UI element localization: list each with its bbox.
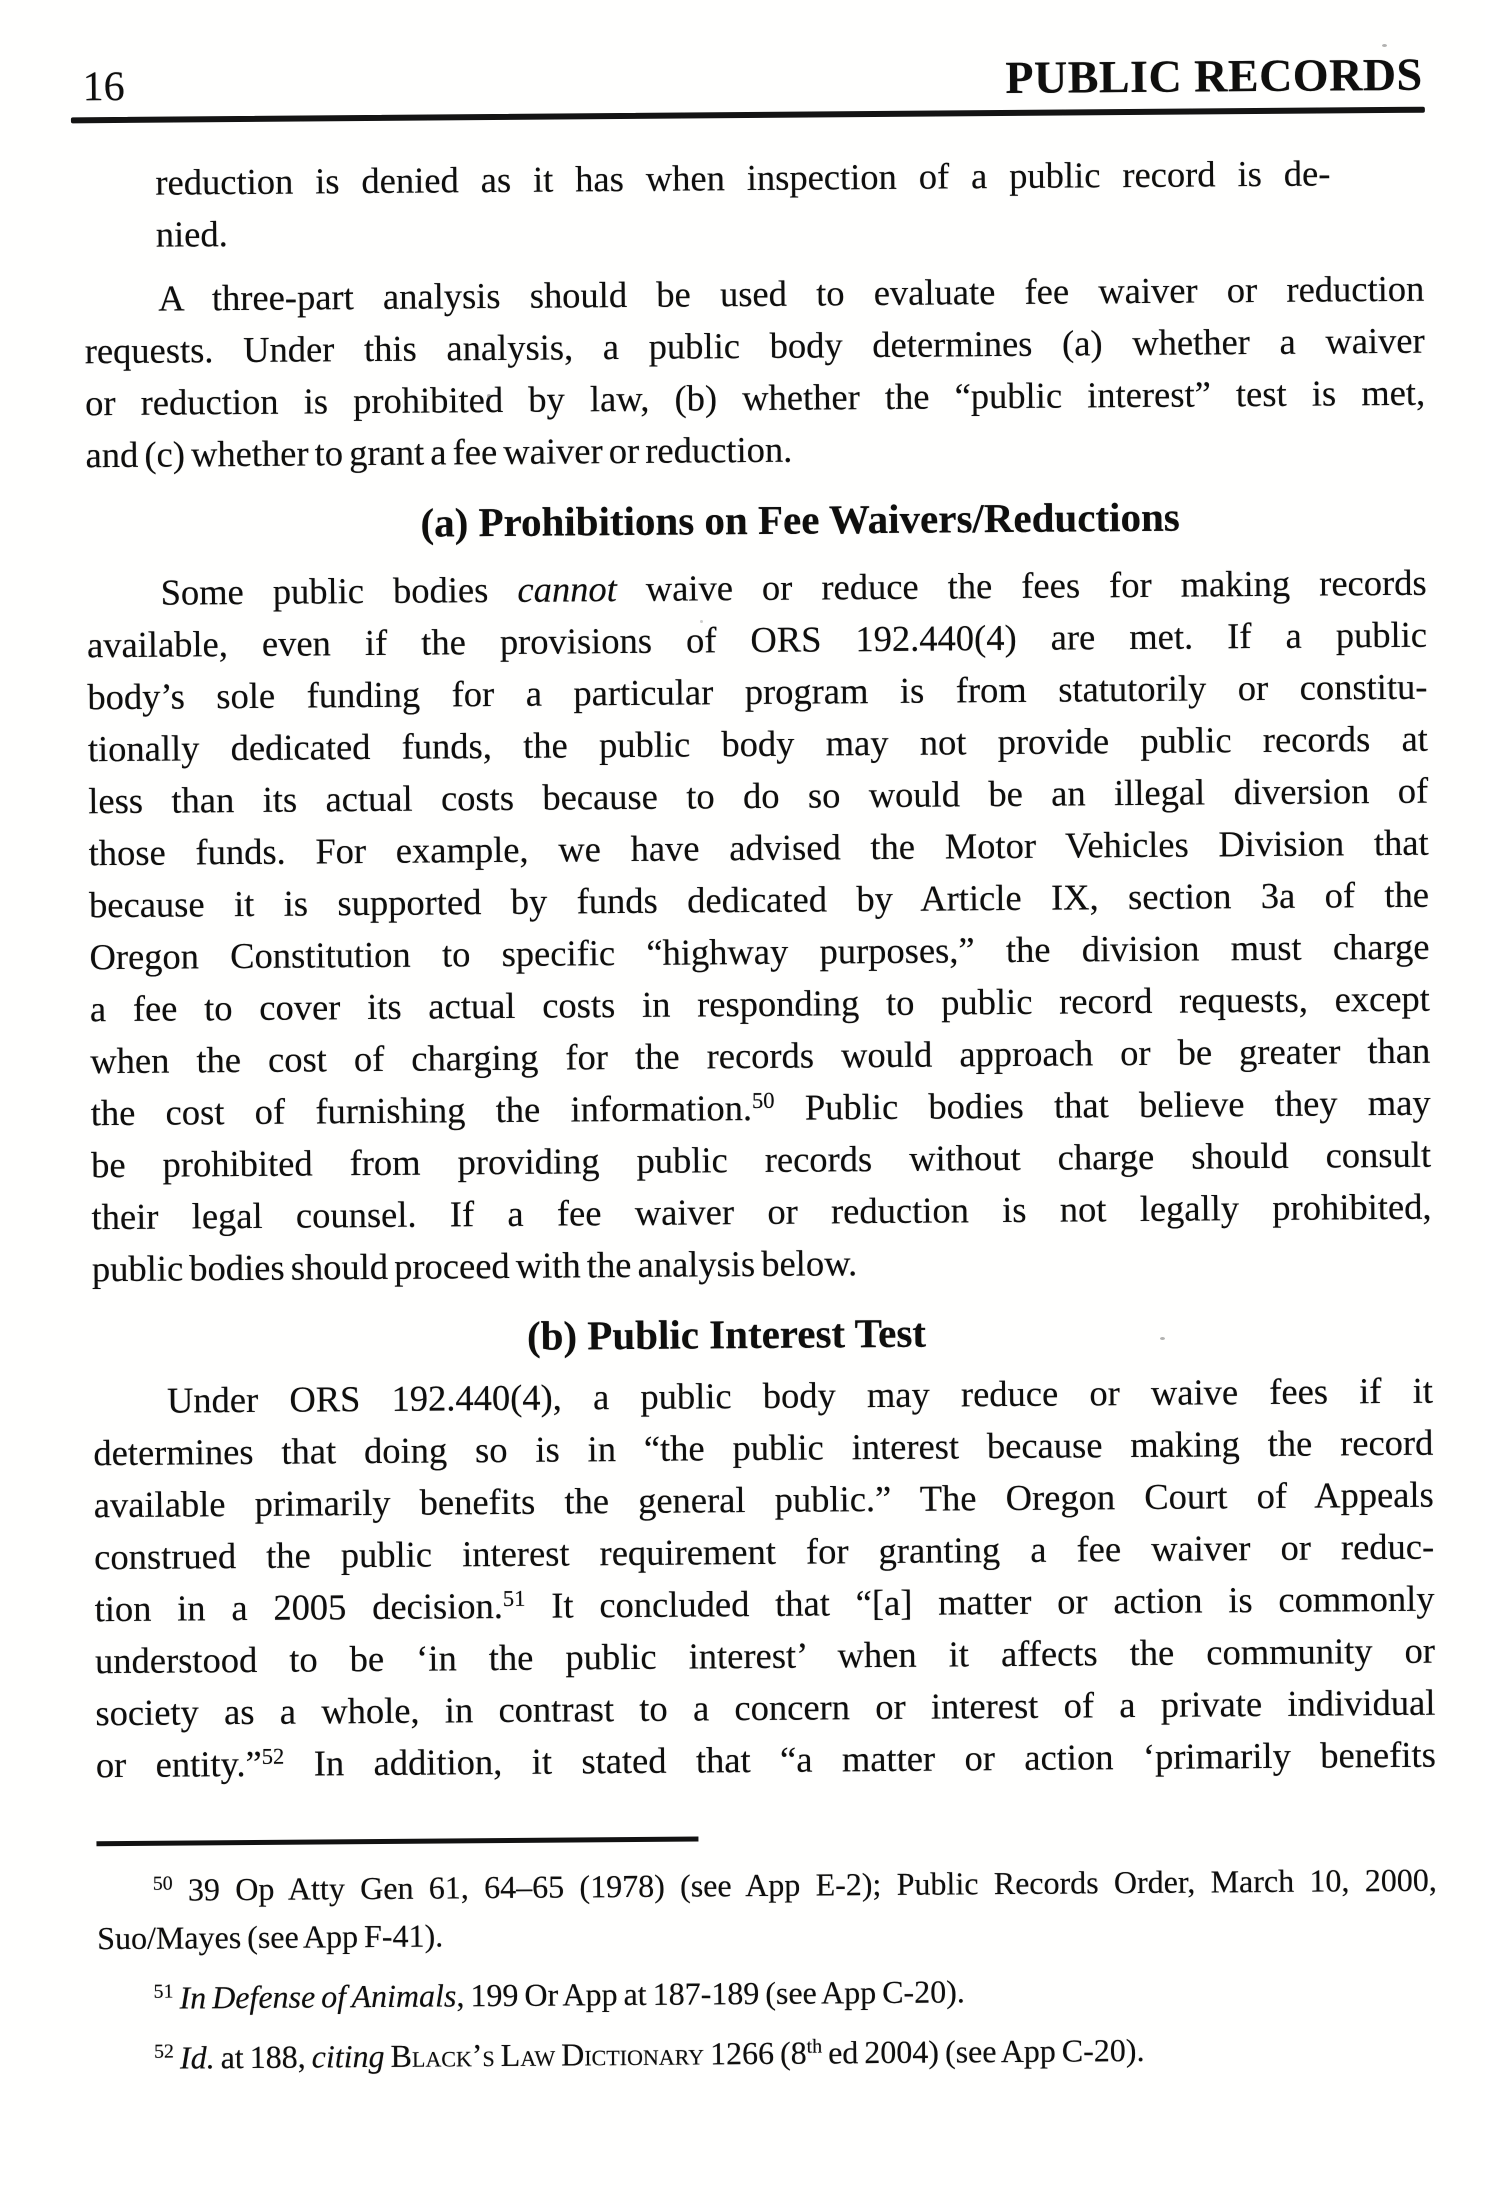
text-line: Under ORS 192.440(4), a public body may reduce or waive fees if it — [166, 1369, 1434, 1421]
footnote-50 — [97, 1856, 1438, 1963]
superscript: 50 — [152, 1872, 173, 1895]
text-line: construed the public interest requirement for granting a fee waiver or reduc- — [94, 1525, 1435, 1578]
text-line: reduction is denied as it has when inspection of a public record is de- — [155, 152, 1331, 203]
section-heading-a: (a) Prohibitions on Fee Waivers/Reductions — [420, 493, 1180, 546]
text-line: Some public bodies cannot waive or reduce the fees for making records — [160, 561, 1427, 613]
scan-speck — [487, 394, 491, 398]
page-number: 16 — [82, 63, 125, 111]
text-line: tion in a 2005 decision.$^{51}$ It concluded that “[a] matter or action is commonly — [94, 1577, 1435, 1630]
styled-run: citing — [311, 2037, 385, 2075]
paragraph-three-part-analysis — [84, 263, 1426, 482]
text-line: their legal counsel. If a fee waiver or reduction is not legally prohibited, — [91, 1185, 1432, 1238]
superscript: 52 — [154, 2040, 175, 2063]
scan-speck — [1160, 1337, 1165, 1340]
superscript: 51 — [502, 1585, 526, 1611]
superscript: th — [806, 2035, 823, 2058]
superscript: 50 — [751, 1087, 775, 1113]
styled-run: Black’s Law Dictionary — [390, 2035, 705, 2074]
text-line: A three-part analysis should be used to evaluate fee waiver or reduction — [158, 267, 1425, 319]
text-line: society as a whole, in contrast to a concern or interest of a private individual — [95, 1681, 1436, 1734]
text-line: available, even if the provisions of ORS 192.440(4) are met. If a public — [86, 613, 1428, 666]
text-line: nied. — [155, 213, 228, 255]
text-line: Oregon Constitution to specific “highway purposes,” the division must charge — [89, 925, 1430, 978]
footnote-separator-rule — [96, 1836, 698, 1846]
section-heading-b: (b) Public Interest Test — [526, 1309, 927, 1359]
text-line: $^{51}$ In Defense of Animals, 199 Or App at 187-189 (see App C-20). — [153, 1973, 965, 2016]
text-line: when the cost of charging for the records would approach or be greater than — [90, 1029, 1431, 1082]
scan-speck — [700, 620, 703, 623]
text-line: or entity.”$^{52}$ In addition, it stated that “a matter or action ‘primarily benefits — [95, 1733, 1436, 1786]
footnotes-section — [97, 1856, 1439, 2083]
text-line: requests. Under this analysis, a public body determines (a) whether a waiver — [84, 319, 1425, 372]
text-line: $^{52}$ Id. at 188, citing Black’s Law Dictionary 1266 (8th ed 2004) (see App C-20). — [154, 2031, 1145, 2076]
footnote-52 — [98, 2024, 1438, 2083]
text-line: the cost of furnishing the information.$^{50}$ Public bodies that believe they may — [90, 1081, 1431, 1134]
scan-speck — [1382, 44, 1387, 47]
paragraph-public-interest — [93, 1365, 1436, 1792]
superscript: 51 — [153, 1980, 174, 2003]
styled-run: In Defense of Animals — [179, 1977, 457, 2016]
text-line: available primarily benefits the general public.” The Oregon Court of Appeals — [93, 1473, 1434, 1526]
text-line: those funds. For example, we have advised the Motor Vehicles Division that — [88, 821, 1429, 874]
text-line: tionally dedicated funds, the public body may not provide public records at — [87, 717, 1428, 770]
paragraph-prohibitions — [86, 557, 1432, 1296]
text-line: less than its actual costs because to do so would be an illegal diversion of — [88, 769, 1429, 822]
running-header — [82, 49, 1422, 112]
styled-run: Id. — [179, 2039, 215, 2076]
text-line: body’s sole funding for a particular program is from statutorily or constitu- — [87, 665, 1428, 718]
text-line: $^{50}$ 39 Op Atty Gen 61, 64–65 (1978) (see App E-2); Public Records Order, March 10, 2000, — [152, 1861, 1437, 1908]
text-line: Suo/Mayes (see App F-41). — [97, 1917, 444, 1957]
text-line: public bodies should proceed with the analysis below. — [91, 1242, 858, 1290]
text-line: understood to be ‘in the public interest’ when it affects the community or — [94, 1629, 1436, 1682]
text-line: a fee to cover its actual costs in responding to public record requests, except — [89, 977, 1431, 1030]
text-line: determines that doing so is in “the public interest because making the record — [93, 1421, 1434, 1474]
paragraph-continuation — [155, 147, 1331, 260]
text-line: because it is supported by funds dedicated by Article IX, section 3a of the — [88, 873, 1430, 926]
styled-run: cannot — [517, 568, 617, 610]
text-line: and (c) whether to grant a fee waiver or reduction. — [85, 428, 793, 476]
text-line: be prohibited from providing public records without charge should consult — [90, 1133, 1432, 1186]
footnote-51 — [97, 1964, 1437, 2023]
text-line: or reduction is prohibited by law, (b) whether the “public interest” test is met, — [84, 371, 1426, 424]
header-title: PUBLIC RECORDS — [1005, 48, 1423, 103]
superscript: 52 — [261, 1743, 285, 1769]
